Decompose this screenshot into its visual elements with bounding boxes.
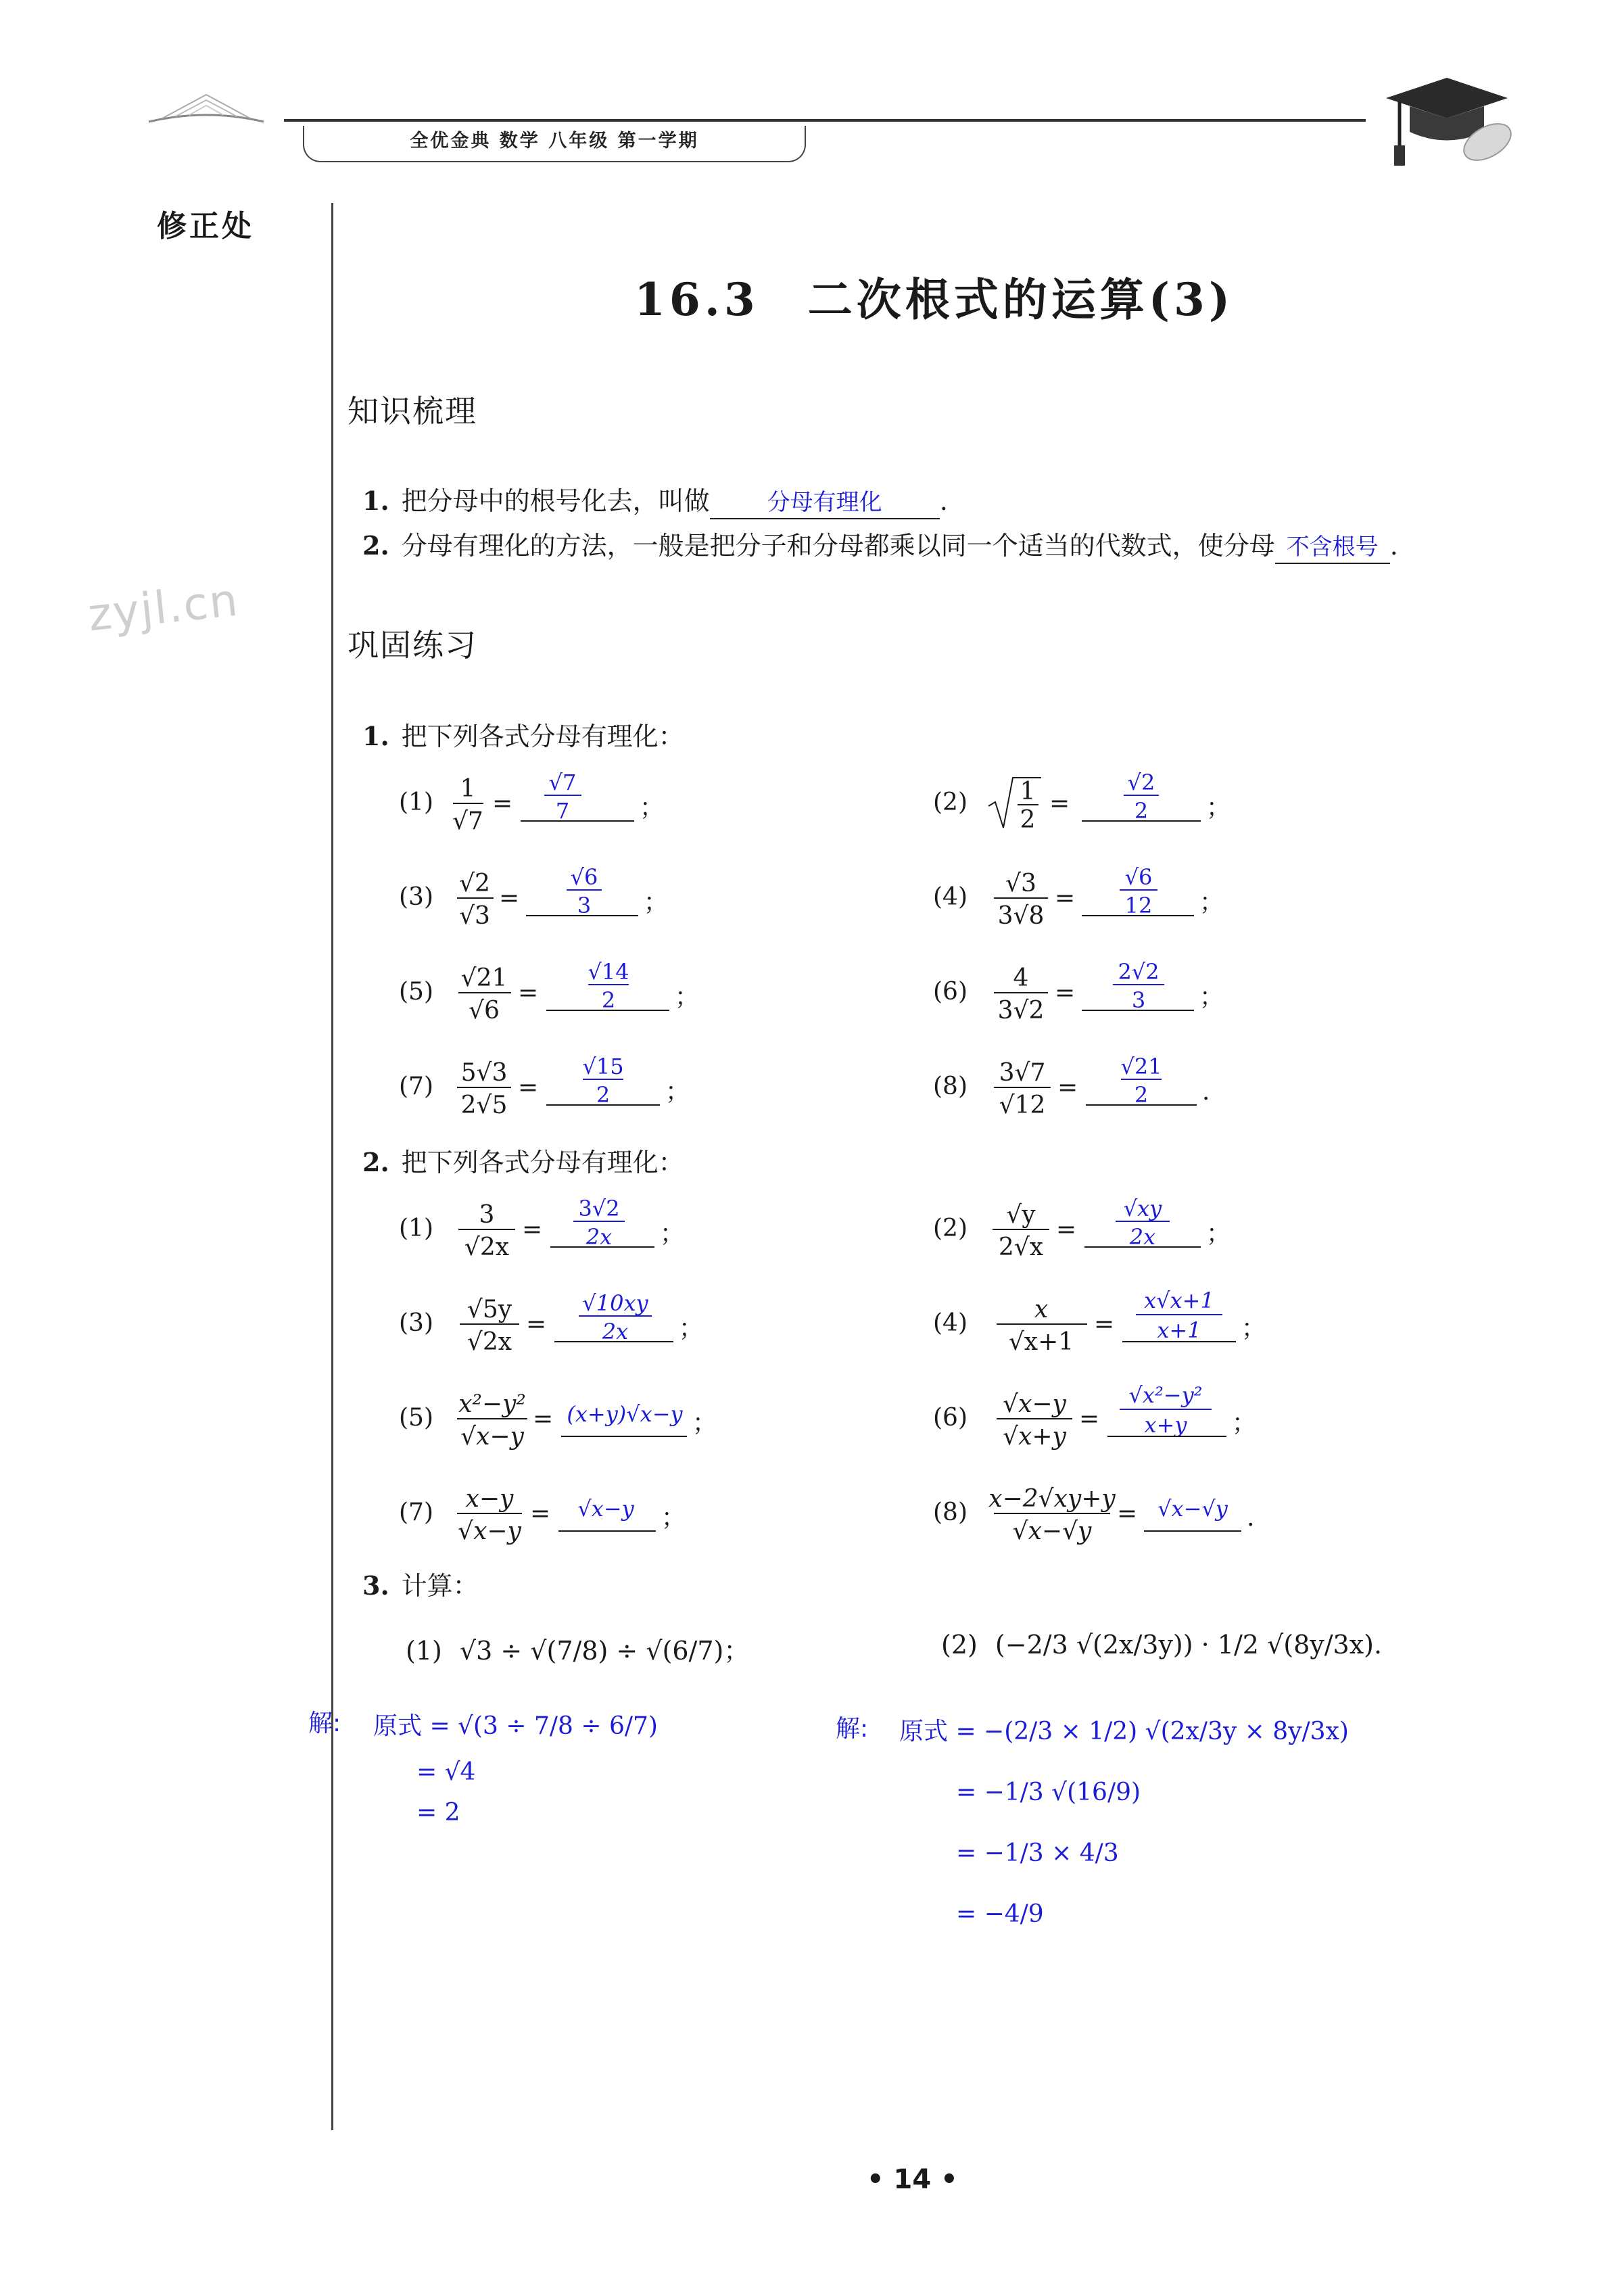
q1-1-lhs-num: 1: [460, 775, 476, 803]
knowledge-2-num: 2.: [362, 530, 389, 561]
q1-3-end: ；: [644, 889, 669, 916]
q2-7-ans: √x−y: [577, 1496, 634, 1522]
q2-1-lhs-num: 3: [479, 1201, 495, 1229]
solution-2-line-4: = −4/9: [956, 1900, 1044, 1928]
q2-2-ans-den: 2x: [1129, 1224, 1156, 1250]
q1-6-ans-num: 2√2: [1118, 959, 1160, 985]
q3-part-1: [406, 1630, 749, 1667]
q2-5-label: (5): [399, 1404, 433, 1432]
q2-2-ans-num: √xy: [1123, 1196, 1162, 1221]
q2-items: [392, 1183, 1372, 1562]
q1-7-lhs-num: 5√3: [460, 1059, 508, 1087]
svg-text:=: =: [1055, 979, 1076, 1007]
q1-3-lhs-den: √3: [459, 902, 490, 930]
q1-6-lhs-num: 4: [1013, 964, 1029, 992]
q2-8-ans: √x−√y: [1157, 1496, 1228, 1522]
q2-5-lhs-num: x²−y²: [458, 1390, 526, 1418]
q3-prompt-line: [362, 1565, 479, 1602]
q1-8-end: .: [1202, 1078, 1210, 1106]
svg-text:=: =: [492, 790, 513, 818]
knowledge-2-end: .: [1389, 531, 1398, 561]
knowledge-1-end: .: [939, 486, 948, 516]
solution-2-label: 解:: [836, 1715, 869, 1743]
margin-label: 修正处: [157, 209, 254, 243]
knowledge-item-2: [362, 525, 1398, 564]
q1-6-lhs-den: 3√2: [997, 997, 1045, 1025]
q1-1-end: ；: [640, 794, 665, 822]
q1-6-end: ；: [1199, 983, 1224, 1011]
q1-4-ans-den: 12: [1124, 893, 1153, 918]
q2-2-lhs-num: √y: [1006, 1201, 1036, 1229]
q1-num: 1.: [362, 721, 389, 751]
q1-7-ans-den: 2: [596, 1082, 611, 1108]
solution-1-label: 解:: [308, 1710, 341, 1737]
q2-6-lhs-num: √x−y: [1003, 1390, 1066, 1418]
q2-6-ans-den: x+y: [1144, 1412, 1187, 1438]
q2-5-end: ；: [692, 1409, 717, 1437]
q1-4-label: (4): [933, 883, 968, 911]
q1-1-label: (1): [399, 789, 433, 816]
q1-prompt-line: [362, 715, 684, 753]
q2-7-lhs-num: x−y: [465, 1485, 514, 1513]
q1-prompt: 把下列各式分母有理化：: [401, 722, 684, 751]
q3-prompt: 计算：: [401, 1571, 479, 1601]
q3-1-expr: √3 ÷ √(7/8) ÷ √(6/7)；: [459, 1636, 750, 1666]
q1-3-ans-den: 3: [577, 893, 592, 918]
q2-2-end: ；: [1206, 1220, 1231, 1248]
q1-3-label: (3): [399, 883, 433, 911]
knowledge-1-text: 把分母中的根号化去，叫做: [401, 486, 710, 516]
solution-1-line-2: = √4: [416, 1758, 476, 1786]
svg-text:=: =: [522, 1216, 543, 1244]
page-title: 16.3 二次根式的运算(3): [634, 273, 1235, 326]
header-book-icon: [142, 81, 270, 131]
svg-text:=: =: [1117, 1500, 1138, 1528]
margin-divider: [331, 203, 333, 2130]
q2-8-end: .: [1247, 1504, 1255, 1532]
q2-3-lhs-den: √2x: [467, 1328, 512, 1356]
q3-1-label: (1): [406, 1636, 442, 1666]
svg-text:=: =: [533, 1405, 554, 1433]
knowledge-2-text: 分母有理化的方法，一般是把分子和分母都乘以同一个适当的代数式，使分母: [401, 531, 1275, 561]
q1-7-ans-num: √15: [582, 1054, 624, 1079]
q2-1-label: (1): [399, 1215, 433, 1242]
section-practice: 巩固练习: [348, 627, 477, 663]
knowledge-2-answer: 不含根号: [1275, 532, 1390, 564]
q2-4-ans-den: x+1: [1157, 1317, 1201, 1343]
q2-6-lhs-den: √x+y: [1003, 1423, 1066, 1451]
q2-6-label: (6): [933, 1404, 968, 1432]
solution-1-line-3: = 2: [416, 1799, 460, 1827]
q3-2-expr: (−2/3 √(2x/3y)) · 1/2 √(8y/3x).: [995, 1630, 1383, 1660]
q2-3-ans-den: 2x: [602, 1319, 629, 1344]
q1-1-lhs-den: √7: [452, 807, 483, 835]
q1-7-label: (7): [399, 1073, 433, 1100]
q1-2-label: (2): [933, 789, 968, 816]
svg-text:2: 2: [1020, 806, 1036, 834]
q1-5-ans-den: 2: [601, 987, 616, 1013]
q1-1-ans-den: 7: [555, 798, 570, 824]
svg-text:=: =: [1055, 885, 1076, 912]
q1-8-lhs-num: 3√7: [999, 1059, 1046, 1087]
q2-7-lhs-den: √x−y: [458, 1518, 521, 1545]
q2-num: 2.: [362, 1147, 389, 1177]
q2-5-lhs-den: √x−y: [460, 1423, 524, 1451]
svg-text:=: =: [1049, 790, 1070, 818]
q2-6-ans-num: √x²−y²: [1128, 1382, 1203, 1408]
q2-4-ans-num: x√x+1: [1144, 1288, 1214, 1313]
q2-4-label: (4): [933, 1309, 968, 1337]
knowledge-1-num: 1.: [362, 486, 389, 516]
svg-text:=: =: [499, 885, 520, 912]
q2-4-lhs-num: x: [1034, 1296, 1049, 1323]
q1-6-ans-den: 3: [1131, 987, 1146, 1013]
svg-text:=: =: [1056, 1216, 1077, 1244]
q1-2-ans-num: √2: [1127, 770, 1155, 795]
q2-4-end: ；: [1241, 1315, 1266, 1342]
q1-4-lhs-num: √3: [1005, 870, 1036, 897]
q1-2-end: ；: [1206, 794, 1231, 822]
q2-1-ans-den: 2x: [586, 1224, 613, 1250]
q1-8-ans-num: √21: [1120, 1054, 1162, 1079]
q1-5-label: (5): [399, 978, 433, 1006]
q1-4-ans-num: √6: [1124, 864, 1153, 890]
knowledge-item-1: [362, 480, 948, 519]
header-rule: [284, 119, 1366, 122]
q2-2-lhs-den: 2√x: [998, 1233, 1044, 1261]
q1-3-ans-num: √6: [570, 864, 598, 890]
q2-2-label: (2): [933, 1215, 968, 1242]
q1-5-lhs-den: √6: [469, 997, 500, 1025]
knowledge-1-answer: 分母有理化: [710, 487, 940, 519]
q1-5-lhs-num: √21: [460, 964, 508, 992]
svg-text:=: =: [1079, 1405, 1100, 1433]
q2-6-end: ；: [1232, 1409, 1257, 1437]
q1-5-ans-num: √14: [588, 959, 629, 985]
q2-8-lhs-num: x−2√xy+y: [988, 1485, 1116, 1513]
solution-1-line-1: 原式 = √(3 ÷ 7/8 ÷ 6/7): [373, 1712, 658, 1740]
q2-prompt-line: [362, 1142, 684, 1179]
page-number: • 14 •: [867, 2164, 958, 2195]
q1-1-ans-num: √7: [548, 770, 577, 795]
svg-text:=: =: [1057, 1074, 1078, 1102]
header-banner: 全优金典 数学 八年级 第一学期: [303, 126, 806, 162]
q3-part-2: [941, 1630, 1382, 1660]
q1-items: [392, 757, 1339, 1136]
q3-num: 3.: [362, 1570, 389, 1601]
q2-1-end: ；: [660, 1220, 685, 1248]
q1-8-ans-den: 2: [1134, 1082, 1149, 1108]
svg-text:=: =: [526, 1311, 547, 1338]
svg-text:=: =: [518, 1074, 539, 1102]
q2-8-label: (8): [933, 1499, 968, 1526]
q2-3-lhs-num: √5y: [467, 1296, 512, 1323]
solution-2-line-1: 原式 = −(2/3 × 1/2) √(2x/3y × 8y/3x): [899, 1718, 1349, 1745]
q1-5-end: ；: [675, 983, 700, 1011]
watermark: zyjl.cn: [85, 573, 241, 642]
q1-2-ans-den: 2: [1134, 798, 1149, 824]
q1-4-lhs-den: 3√8: [997, 902, 1045, 930]
q1-4-end: ；: [1199, 889, 1224, 916]
q2-1-lhs-den: √2x: [464, 1233, 510, 1261]
svg-text:1: 1: [1020, 778, 1036, 805]
graduation-cap-icon: [1379, 64, 1521, 175]
solution-2-line-2: = −1/3 √(16/9): [956, 1779, 1141, 1806]
svg-text:=: =: [530, 1500, 551, 1528]
q1-3-lhs-num: √2: [459, 870, 490, 897]
solution-2-line-3: = −1/3 × 4/3: [956, 1839, 1119, 1867]
q2-7-label: (7): [399, 1499, 433, 1526]
q1-8-label: (8): [933, 1073, 968, 1100]
q2-1-ans-num: 3√2: [578, 1196, 620, 1221]
q1-7-end: ；: [665, 1078, 690, 1106]
q3-2-label: (2): [941, 1630, 978, 1660]
q2-3-end: ；: [679, 1315, 704, 1342]
svg-text:=: =: [1094, 1311, 1115, 1338]
q2-prompt: 把下列各式分母有理化：: [401, 1148, 684, 1177]
svg-text:=: =: [518, 979, 539, 1007]
q2-8-lhs-den: √x−√y: [1012, 1518, 1092, 1545]
q1-6-label: (6): [933, 978, 968, 1006]
q2-3-label: (3): [399, 1309, 433, 1337]
q2-7-end: ；: [661, 1504, 686, 1532]
section-knowledge: 知识梳理: [348, 393, 477, 429]
q1-7-lhs-den: 2√5: [460, 1091, 508, 1119]
q1-8-lhs-den: √12: [999, 1091, 1046, 1119]
q2-5-ans: (x+y)√x−y: [567, 1401, 683, 1427]
q2-3-ans-num: √10xy: [582, 1290, 648, 1316]
q2-4-lhs-den: √x+1: [1008, 1328, 1074, 1356]
